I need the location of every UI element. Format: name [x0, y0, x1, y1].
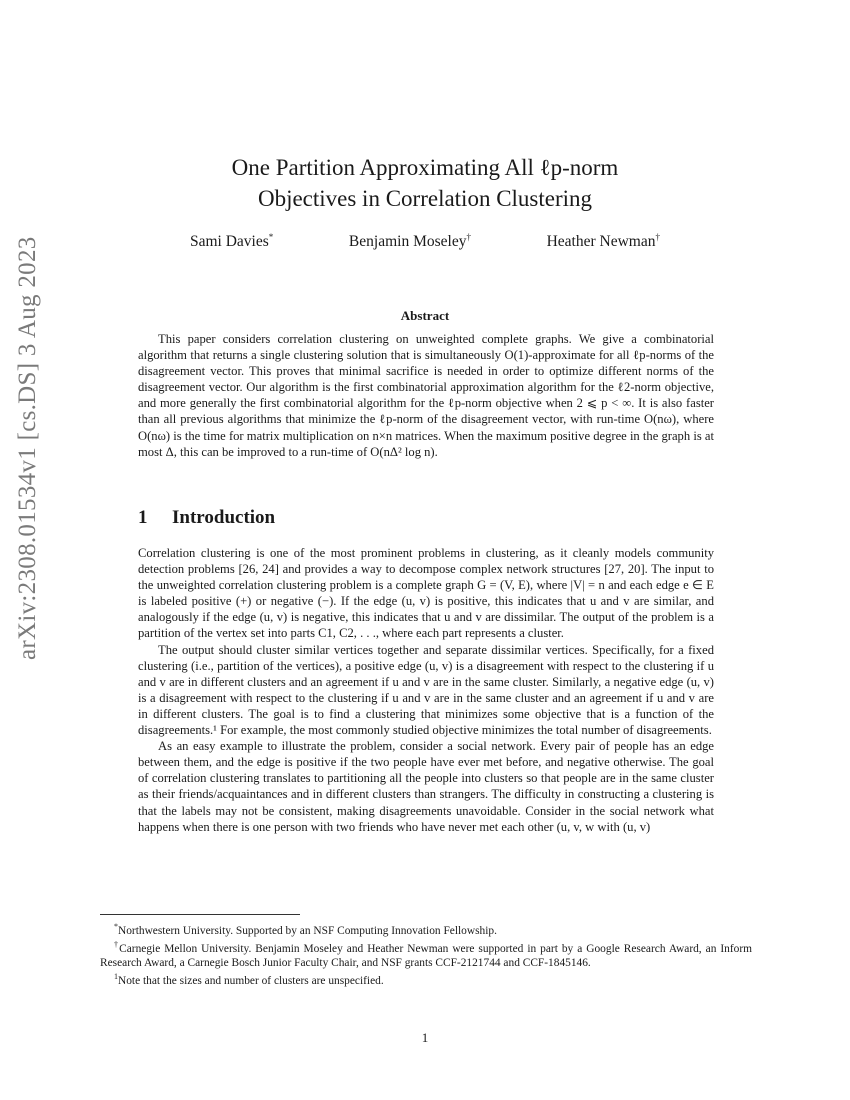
paragraph: The output should cluster similar vertices together and separate dissimilar vertices. Specifically, for a fixed clustering (i.e., partition of the vertices), a positive edge (u, v) is a disagreement with respect to the clustering if u and v are in different clusters and an agreement if u and v are in the same cluster. Similarly, a negative edge (u, v) is a disagreement with respect to the clustering if u and v are in the same cluster and an agreement if u and v are in different clusters. The goal is to find a clustering that minimizes some objective that is a function of the disagreements.¹ For example, the most commonly studied objective minimizes the total number of disagreements.: [138, 642, 714, 738]
paragraph: As an easy example to illustrate the problem, consider a social network. Every pair of people has an edge between them, and the edge is positive if the two people have ever met before, and negative otherwise. The goal of correlation clustering translates to partitioning all the people into clusters so that people are in the same cluster as their friends/acquaintances and in different clusters than strangers. The difficulty in constructing a clustering is that the labels may not be consistent, making disagreements unavoidable. Consider in the social network what happens when there is one person with two friends who have never met each other (u, v, w with (u, v): [138, 739, 714, 834]
page-number: 1: [421, 1030, 429, 1045]
section-number: 1: [138, 507, 148, 528]
author: Benjamin Moseley†: [348, 232, 471, 251]
abstract-heading: Abstract: [400, 308, 450, 323]
arxiv-identifier: arXiv:2308.01534v1 [cs.DS] 3 Aug 2023: [14, 236, 41, 660]
paragraph: Correlation clustering is one of the most prominent problems in clustering, as it cleanly models community detection problems [26, 24] and provides a way to decompose complex network structures [27, 20]. The input to the unweighted correlation clustering problem is a complete graph G = (V, E), where |V| = n and each edge e ∈ E is labeled positive (+) or negative (−). If the edge (u, v) is positive, this indicates that u and v are similar, and analogously if the edge (u, v) is negative, this indicates that u and v are dissimilar. The output of the problem is a partition of the vertex set into parts C1, C2, . . ., where each part represents a cluster.: [138, 546, 714, 641]
footnotes: [100, 920, 752, 988]
author: Heather Newman†: [546, 232, 660, 251]
footnote-divider: [100, 914, 300, 915]
footnote: *Northwestern University. Supported by an NSF Computing Innovation Fellowship.: [114, 922, 497, 937]
footnote: $^1$Note that the sizes and number of clusters are unspecified.: [114, 972, 384, 987]
body-text: [138, 545, 714, 835]
author-list: [190, 232, 660, 251]
section-title: Introduction: [172, 507, 276, 528]
section-heading: [138, 507, 275, 529]
title-line-2: Objectives in Correlation Clustering: [257, 186, 593, 211]
title-line-1: One Partition Approximating All ℓp-norm: [231, 155, 619, 180]
paper-title: [150, 152, 700, 214]
abstract-text: This paper considers correlation clustering on unweighted complete graphs. We give a combinatorial algorithm that returns a single clustering solution that is simultaneously O(1)-approximate for all ℓp-norms of the disagreement vector. This proves that minimal sacrifice is needed in order to optimize different norms of the disagreement vector. Our algorithm is the first combinatorial approximation algorithm for the ℓ2-norm objective, and more generally the first combinatorial algorithm for the ℓp-norm objective when 2 ⩽ p < ∞. It is also faster than all previous algorithms that minimize the ℓp-norm of the disagreement vector, with run-time O(nω), where O(nω) is the time for matrix multiplication on n×n matrices. When the maximum positive degree in the graph is at most Δ, this can be improved to a run-time of O(nΔ² log n).: [138, 332, 714, 459]
footnote: †Carnegie Mellon University. Benjamin Moseley and Heather Newman were supported in part by a Google Research Award, an Inform Research Award, a Carnegie Bosch Junior Faculty Chair, and NSF grants CCF-2121744 and CCF-1845146.: [100, 940, 752, 969]
author: Sami Davies*: [190, 232, 274, 251]
